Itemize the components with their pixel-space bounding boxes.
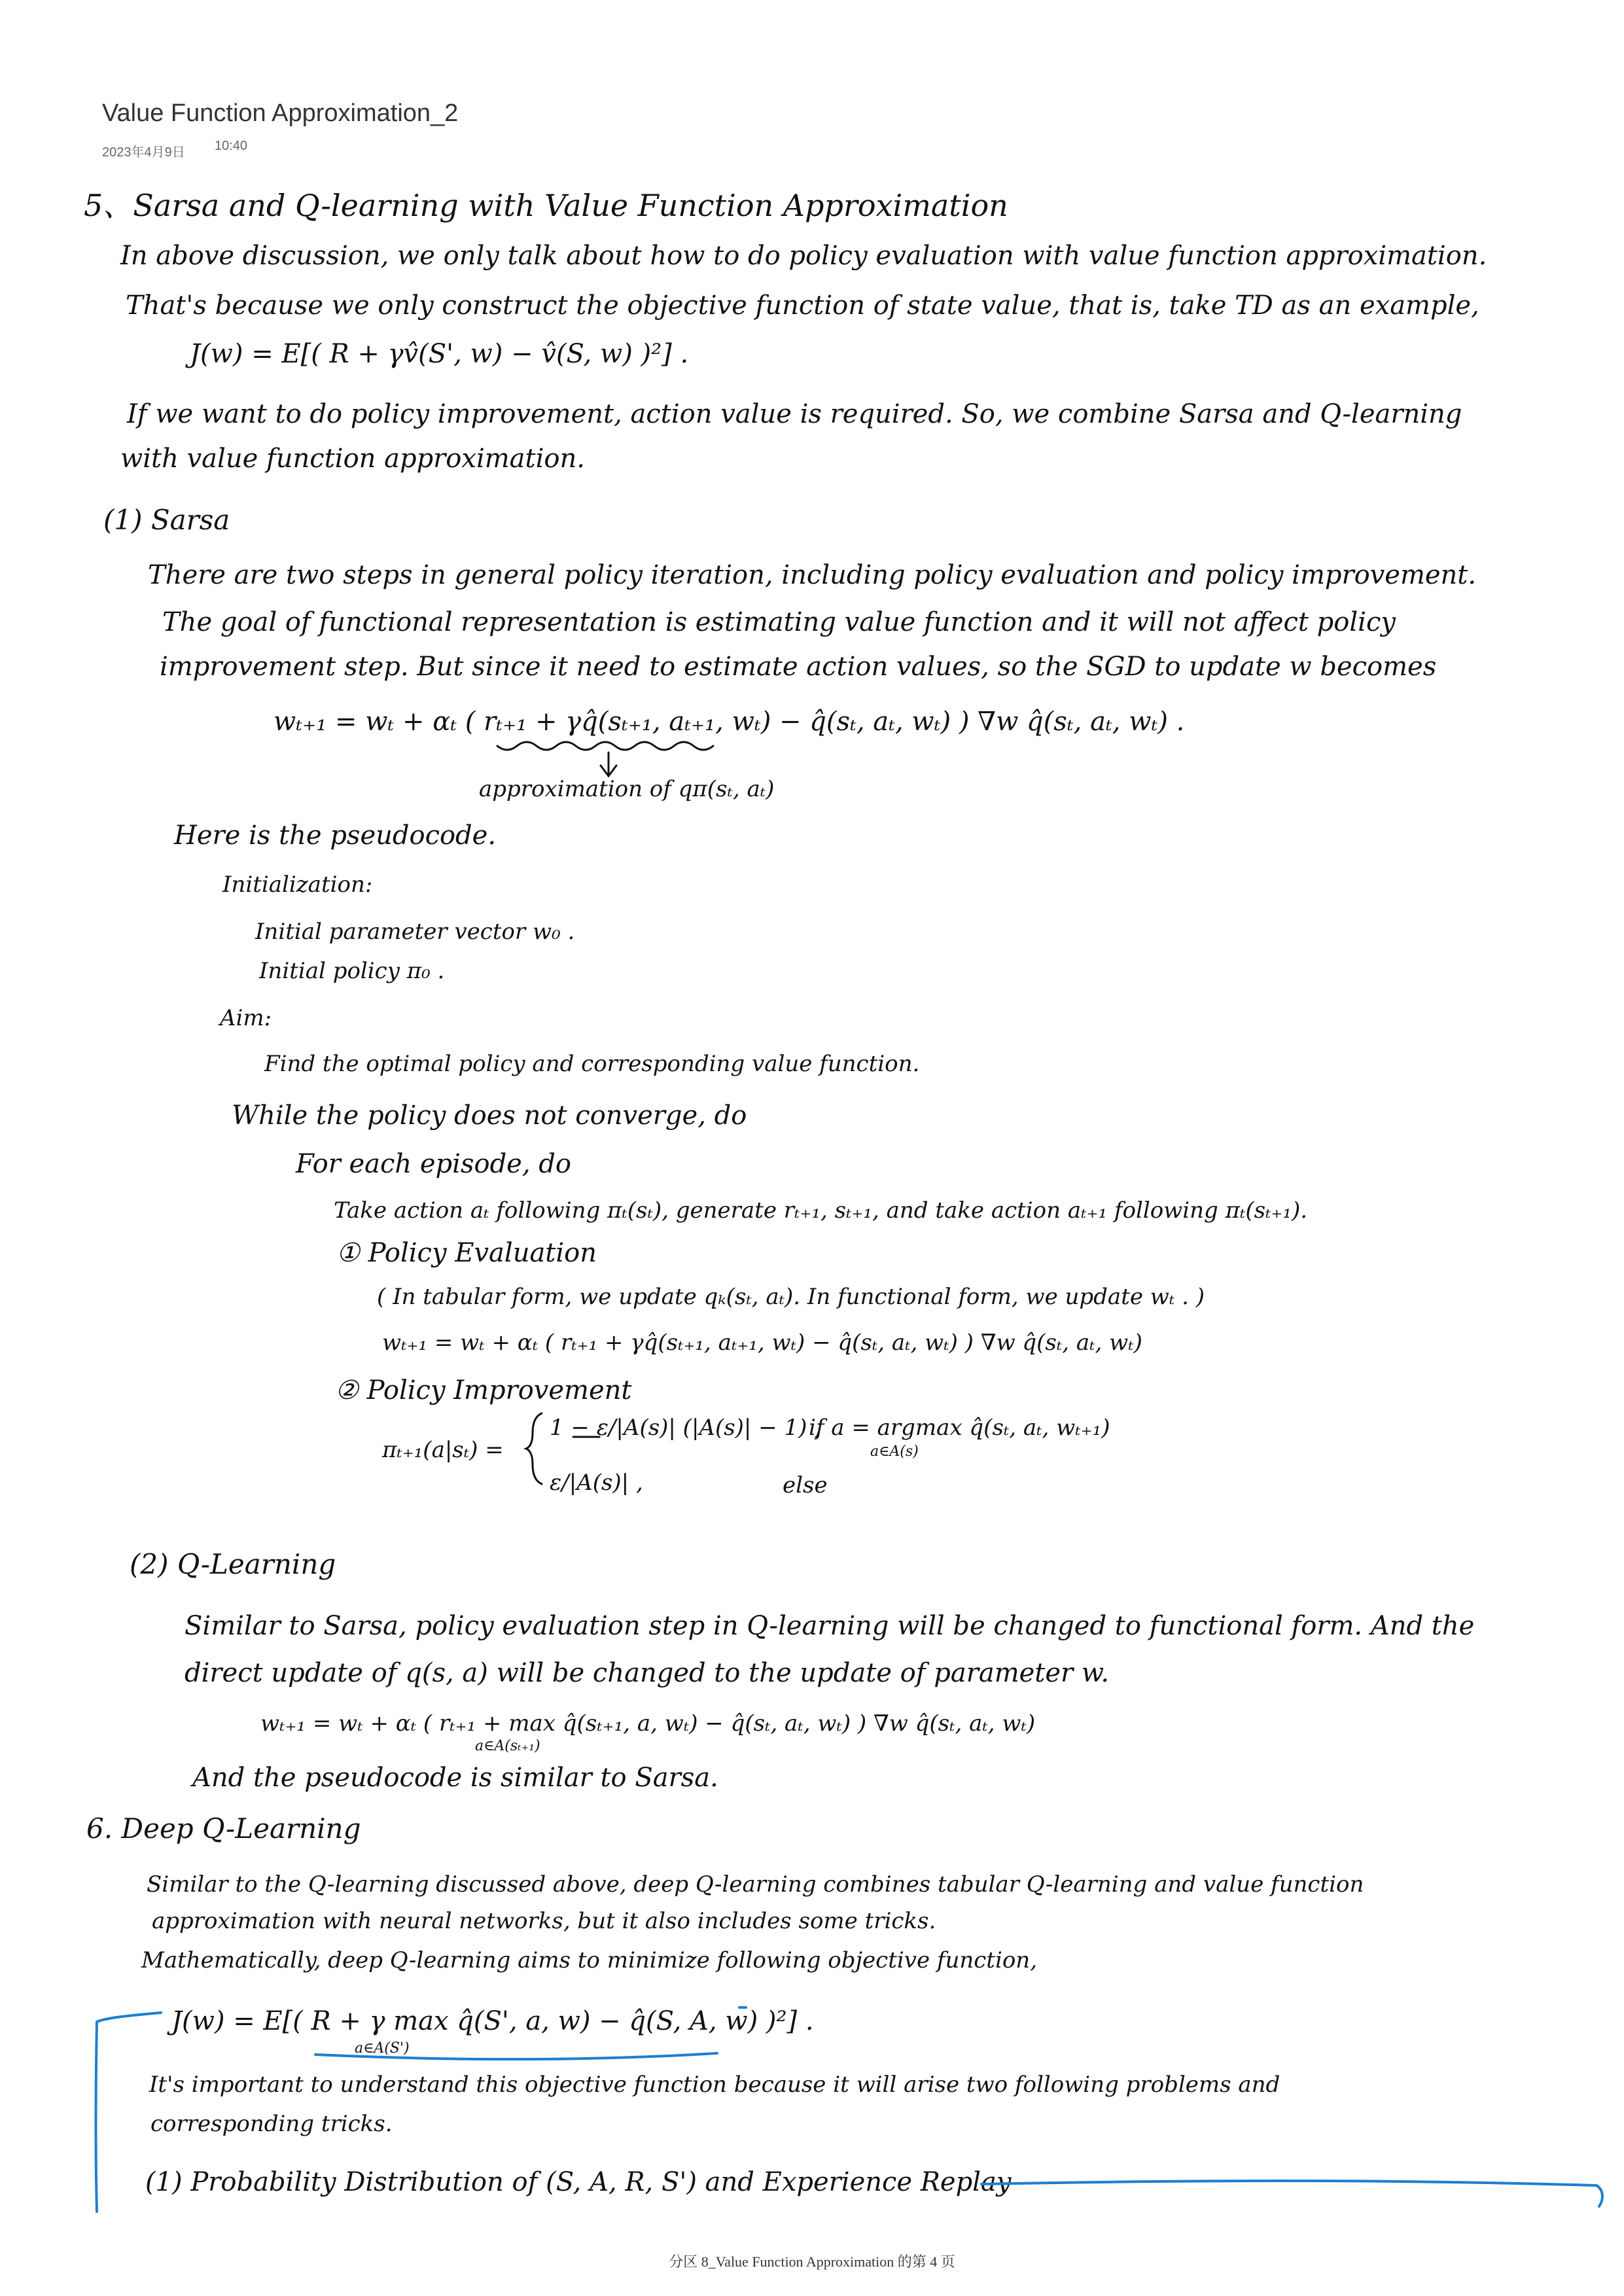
policy-evaluation-equation: wₜ₊₁ = wₜ + αₜ ( rₜ₊₁ + γq̂(sₜ₊₁, aₜ₊₁, wₜ) − q̂(sₜ, aₜ, wₜ) ) ∇w q̂(sₜ, aₜ, wₜ) [382, 1330, 1142, 1356]
td-objective-equation: J(w) = E[( R + γv̂(S', w) − v̂(S, w) )²] . [190, 339, 689, 369]
dqn-objective-equation: J(w) = E[( R + γ max q̂(S', a, w) − q̂(S, A, w) )²] . [171, 2006, 814, 2036]
page-title: Value Function Approximation_2 [102, 99, 459, 127]
q-learning-paragraph-3: And the pseudocode is similar to Sarsa. [192, 1763, 718, 1793]
section-6-paragraph-4: It's important to understand this objective function because it will arise two following problems and [149, 2072, 1280, 2098]
section-5-intro-line-1: In above discussion, we only talk about how to do policy evaluation with value function approximation. [120, 241, 1487, 271]
note-date: 2023年4月9日 [102, 145, 185, 160]
blue-heading-underline [981, 2181, 1602, 2206]
q-learning-paragraph-1: Similar to Sarsa, policy evaluation step in Q-learning will be changed to functional form. And the [185, 1611, 1475, 1641]
page-footer: 分区 8_Value Function Approximation 的第 4 页 [669, 2253, 955, 2270]
blue-equation-underline [315, 2053, 717, 2059]
note-time: 10:40 [215, 139, 248, 153]
policy-case-1-condition: if a = argmax q̂(sₜ, aₜ, wₜ₊₁) [809, 1415, 1110, 1441]
section-6-paragraph-1: Similar to the Q-learning discussed above, deep Q-learning combines tabular Q-learning and value function [147, 1871, 1364, 1898]
sarsa-approximation-annotation: approximation of qπ(sₜ, aₜ) [479, 776, 775, 802]
sarsa-paragraph-2: The goal of functional representation is estimating value function and it will not affect policy [162, 607, 1396, 637]
sarsa-wavy-underbrace [497, 742, 713, 750]
initialization-label: Initialization: [222, 872, 373, 898]
for-loop-line: For each episode, do [296, 1149, 571, 1179]
section-6-paragraph-2: approximation with neural networks, but it also includes some tricks. [152, 1908, 936, 1934]
policy-lhs: πₜ₊₁(a|sₜ) = [382, 1437, 504, 1463]
policy-evaluation-label: ① Policy Evaluation [336, 1238, 597, 1268]
experience-replay-heading: (1) Probability Distribution of (S, A, R, S') and Experience Replay [145, 2167, 1012, 2197]
policy-evaluation-note: ( In tabular form, we update qₖ(sₜ, aₜ). In functional form, we update wₜ . ) [377, 1284, 1205, 1310]
q-learning-max-subscript: a∈A(sₜ₊₁) [475, 1738, 540, 1754]
section-5-heading: 5、Sarsa and Q-learning with Value Function Approximation [84, 188, 1008, 223]
policy-case-2: ε/|A(s)| , [550, 1470, 643, 1496]
while-loop-line: While the policy does not converge, do [232, 1101, 747, 1131]
section-5-intro-line-3: If we want to do policy improvement, action value is required. So, we combine Sarsa and Q-learning [127, 399, 1462, 429]
sarsa-heading: (1) Sarsa [103, 504, 230, 536]
policy-improvement-label: ② Policy Improvement [335, 1375, 632, 1405]
q-learning-heading: (2) Q-Learning [130, 1548, 336, 1580]
q-learning-equation: wₜ₊₁ = wₜ + αₜ ( rₜ₊₁ + max q̂(sₜ₊₁, a, wₜ) − q̂(sₜ, aₜ, wₜ) ) ∇w q̂(sₜ, aₜ, wₜ) [260, 1710, 1036, 1737]
initial-policy-line: Initial policy π₀ . [259, 958, 445, 984]
aim-text: Find the optimal policy and corresponding value function. [264, 1051, 920, 1077]
pseudocode-intro: Here is the pseudocode. [174, 821, 497, 851]
initial-parameter-line: Initial parameter vector w₀ . [255, 919, 575, 945]
annotation-arrow [601, 752, 616, 776]
section-6-heading: 6. Deep Q-Learning [86, 1812, 361, 1845]
section-5-intro-line-2: That's because we only construct the objective function of state value, that is, take TD as an example, [126, 291, 1479, 321]
take-action-line: Take action aₜ following πₜ(sₜ), generate rₜ₊₁, sₜ₊₁, and take action aₜ₊₁ following πₜ(sₜ₊₁). [334, 1197, 1308, 1224]
policy-argmax-subscript: a∈A(s) [870, 1443, 919, 1460]
policy-brace [526, 1413, 542, 1484]
blue-left-bracket [96, 2013, 162, 2212]
sarsa-paragraph-1: There are two steps in general policy iteration, including policy evaluation and policy improvement. [148, 560, 1477, 590]
q-learning-paragraph-2: direct update of q(s, a) will be changed to the update of parameter w. [185, 1658, 1110, 1688]
policy-case-2-condition: else [783, 1472, 828, 1498]
dqn-max-subscript: a∈A(S') [355, 2040, 410, 2057]
sarsa-update-equation: wₜ₊₁ = wₜ + αₜ ( rₜ₊₁ + γq̂(sₜ₊₁, aₜ₊₁, wₜ) − q̂(sₜ, aₜ, wₜ) ) ∇w q̂(sₜ, aₜ, wₜ) . [274, 707, 1185, 737]
section-5-intro-line-4: with value function approximation. [120, 444, 585, 474]
policy-case-1: 1 − ε/|A(s)| (|A(s)| − 1) , [550, 1415, 822, 1441]
sarsa-paragraph-3: improvement step. But since it need to estimate action values, so the SGD to update w becomes [160, 652, 1437, 682]
aim-label: Aim: [220, 1005, 272, 1031]
section-6-paragraph-3: Mathematically, deep Q-learning aims to minimize following objective function, [141, 1947, 1038, 1973]
section-6-paragraph-5: corresponding tricks. [150, 2111, 393, 2137]
